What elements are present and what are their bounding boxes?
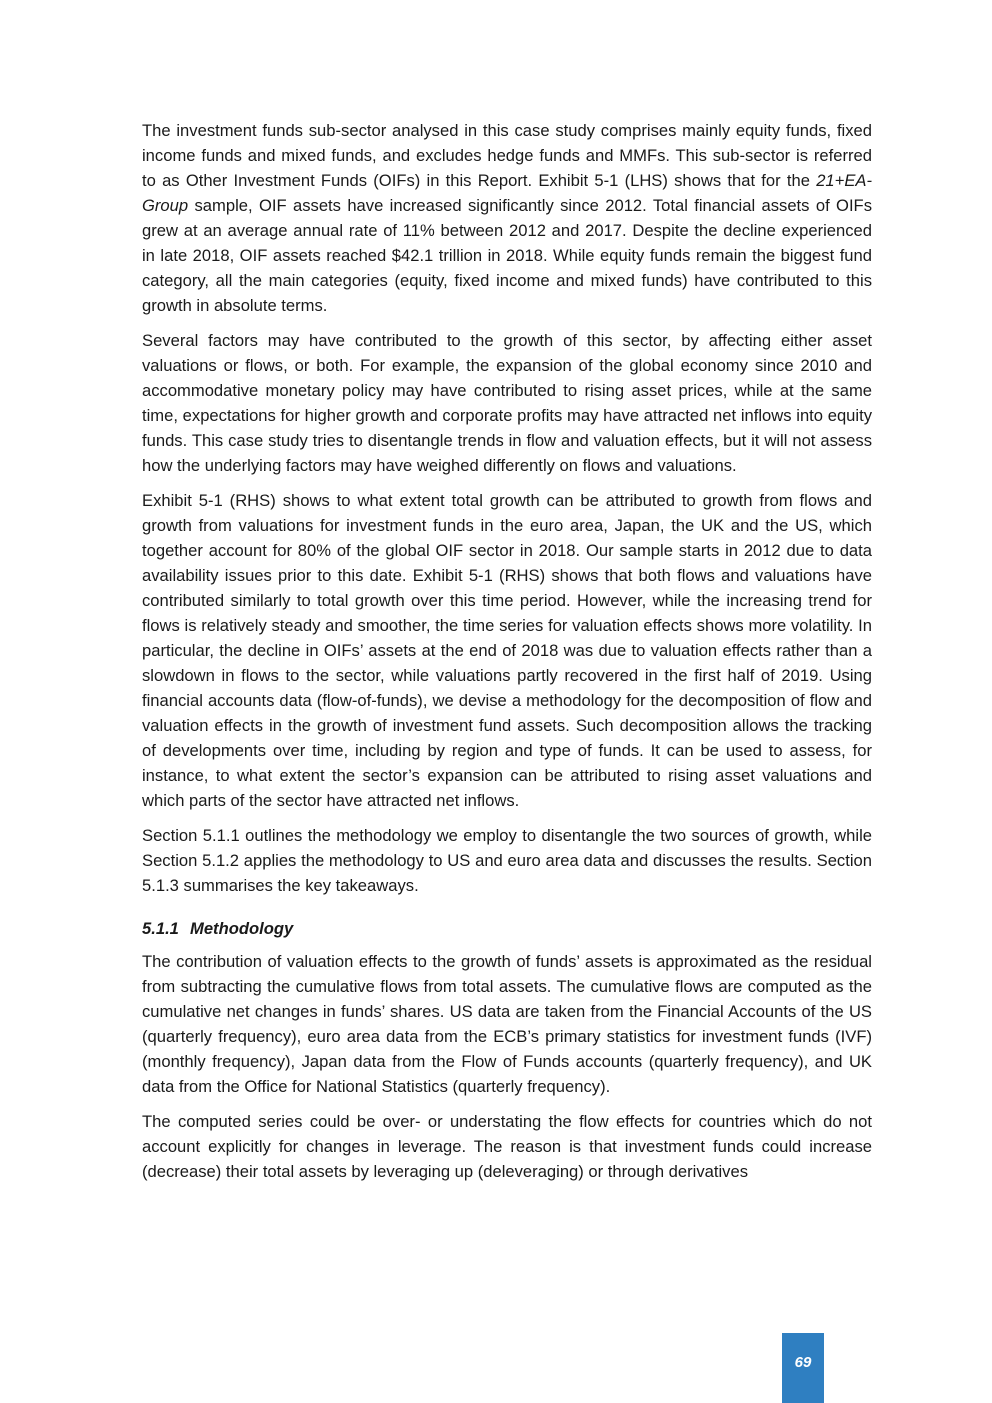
- sample-name-italic: 21+EA-Group: [142, 171, 872, 215]
- section-heading: [142, 916, 872, 941]
- section-number: 5.1.1: [142, 919, 179, 938]
- paragraph-intro: [142, 118, 872, 318]
- paragraph-leverage: The computed series could be over- or understating the flow effects for countries which do not account explicitly for changes in leverage. The reason is that investment funds could increase (decrease) their total assets by leveraging up (deleveraging) or through derivatives: [142, 1112, 872, 1181]
- paragraph-intro-text-b: sample, OIF assets have increased significantly since 2012. Total financial assets of OIFs grew at an average annual rate of 11% between 2012 and 2017. Despite the decline experienced in late 2018, OIF assets reached $42.1 trillion in 2018. While equity funds remain the biggest fund category, all the main categories (equity, fixed income and mixed funds) have contributed to this growth in absolute terms.: [142, 196, 872, 315]
- document-body: [142, 118, 872, 1194]
- paragraph-exhibit-rhs: Exhibit 5-1 (RHS) shows to what extent total growth can be attributed to growth from flows and growth from valuations for investment funds in the euro area, Japan, the UK and the US, which together account for 80% of the global OIF sector in 2018. Our sample starts in 2012 due to data availability issues prior to this date. Exhibit 5-1 (RHS) shows that both flows and valuations have contributed similarly to total growth over this time period. However, while the increasing trend for flows is relatively steady and smoother, the time series for valuation effects shows more volatility. In particular, the decline in OIFs’ assets at the end of 2018 was due to valuation effects rather than a slowdown in flows to the sector, while valuations partly recovered in the first half of 2019. Using financial accounts data (flow-of-funds), we devise a methodology for the decomposition of flow and valuation effects in the growth of investment fund assets. Such decomposition allows the tracking of developments over time, including by region and type of funds. It can be used to assess, for instance, to what extent the sector’s expansion can be attributed to rising asset valuations and which parts of the sector have attracted net inflows.: [142, 491, 872, 810]
- paragraph-methodology: The contribution of valuation effects to the growth of funds’ assets is approximated as the residual from subtracting the cumulative flows from total assets. The cumulative flows are computed as the cumulative net changes in funds’ shares. US data are taken from the Financial Accounts of the US (quarterly frequency), euro area data from the ECB’s primary statistics for investment funds (IVF) (monthly frequency), Japan data from the Flow of Funds accounts (quarterly frequency), and UK data from the Office for National Statistics (quarterly frequency).: [142, 952, 872, 1096]
- page-number-badge: [782, 1333, 824, 1403]
- section-title: Methodology: [190, 919, 294, 938]
- paragraph-intro-text-a: The investment funds sub-sector analysed in this case study comprises mainly equity funds, fixed income funds and mixed funds, and excludes hedge funds and MMFs. This sub-sector is referred to as Other Investment Funds (OIFs) in this Report. Exhibit 5-1 (LHS) shows that for the: [142, 121, 872, 190]
- page-number: 69: [794, 1354, 812, 1371]
- paragraph-growth-factors: Several factors may have contributed to the growth of this sector, by affecting either asset valuations or flows, or both. For example, the expansion of the global economy since 2010 and accommodative monetary policy may have contributed to rising asset prices, while at the same time, expectations for higher growth and corporate profits may have attracted net inflows into equity funds. This case study tries to disentangle trends in flow and valuation effects, but it will not assess how the underlying factors may have weighed differently on flows and valuations.: [142, 331, 872, 475]
- paragraph-section-outline: Section 5.1.1 outlines the methodology we employ to disentangle the two sources of growth, while Section 5.1.2 applies the methodology to US and euro area data and discusses the results. Section 5.1.3 summarises the key takeaways.: [142, 826, 872, 895]
